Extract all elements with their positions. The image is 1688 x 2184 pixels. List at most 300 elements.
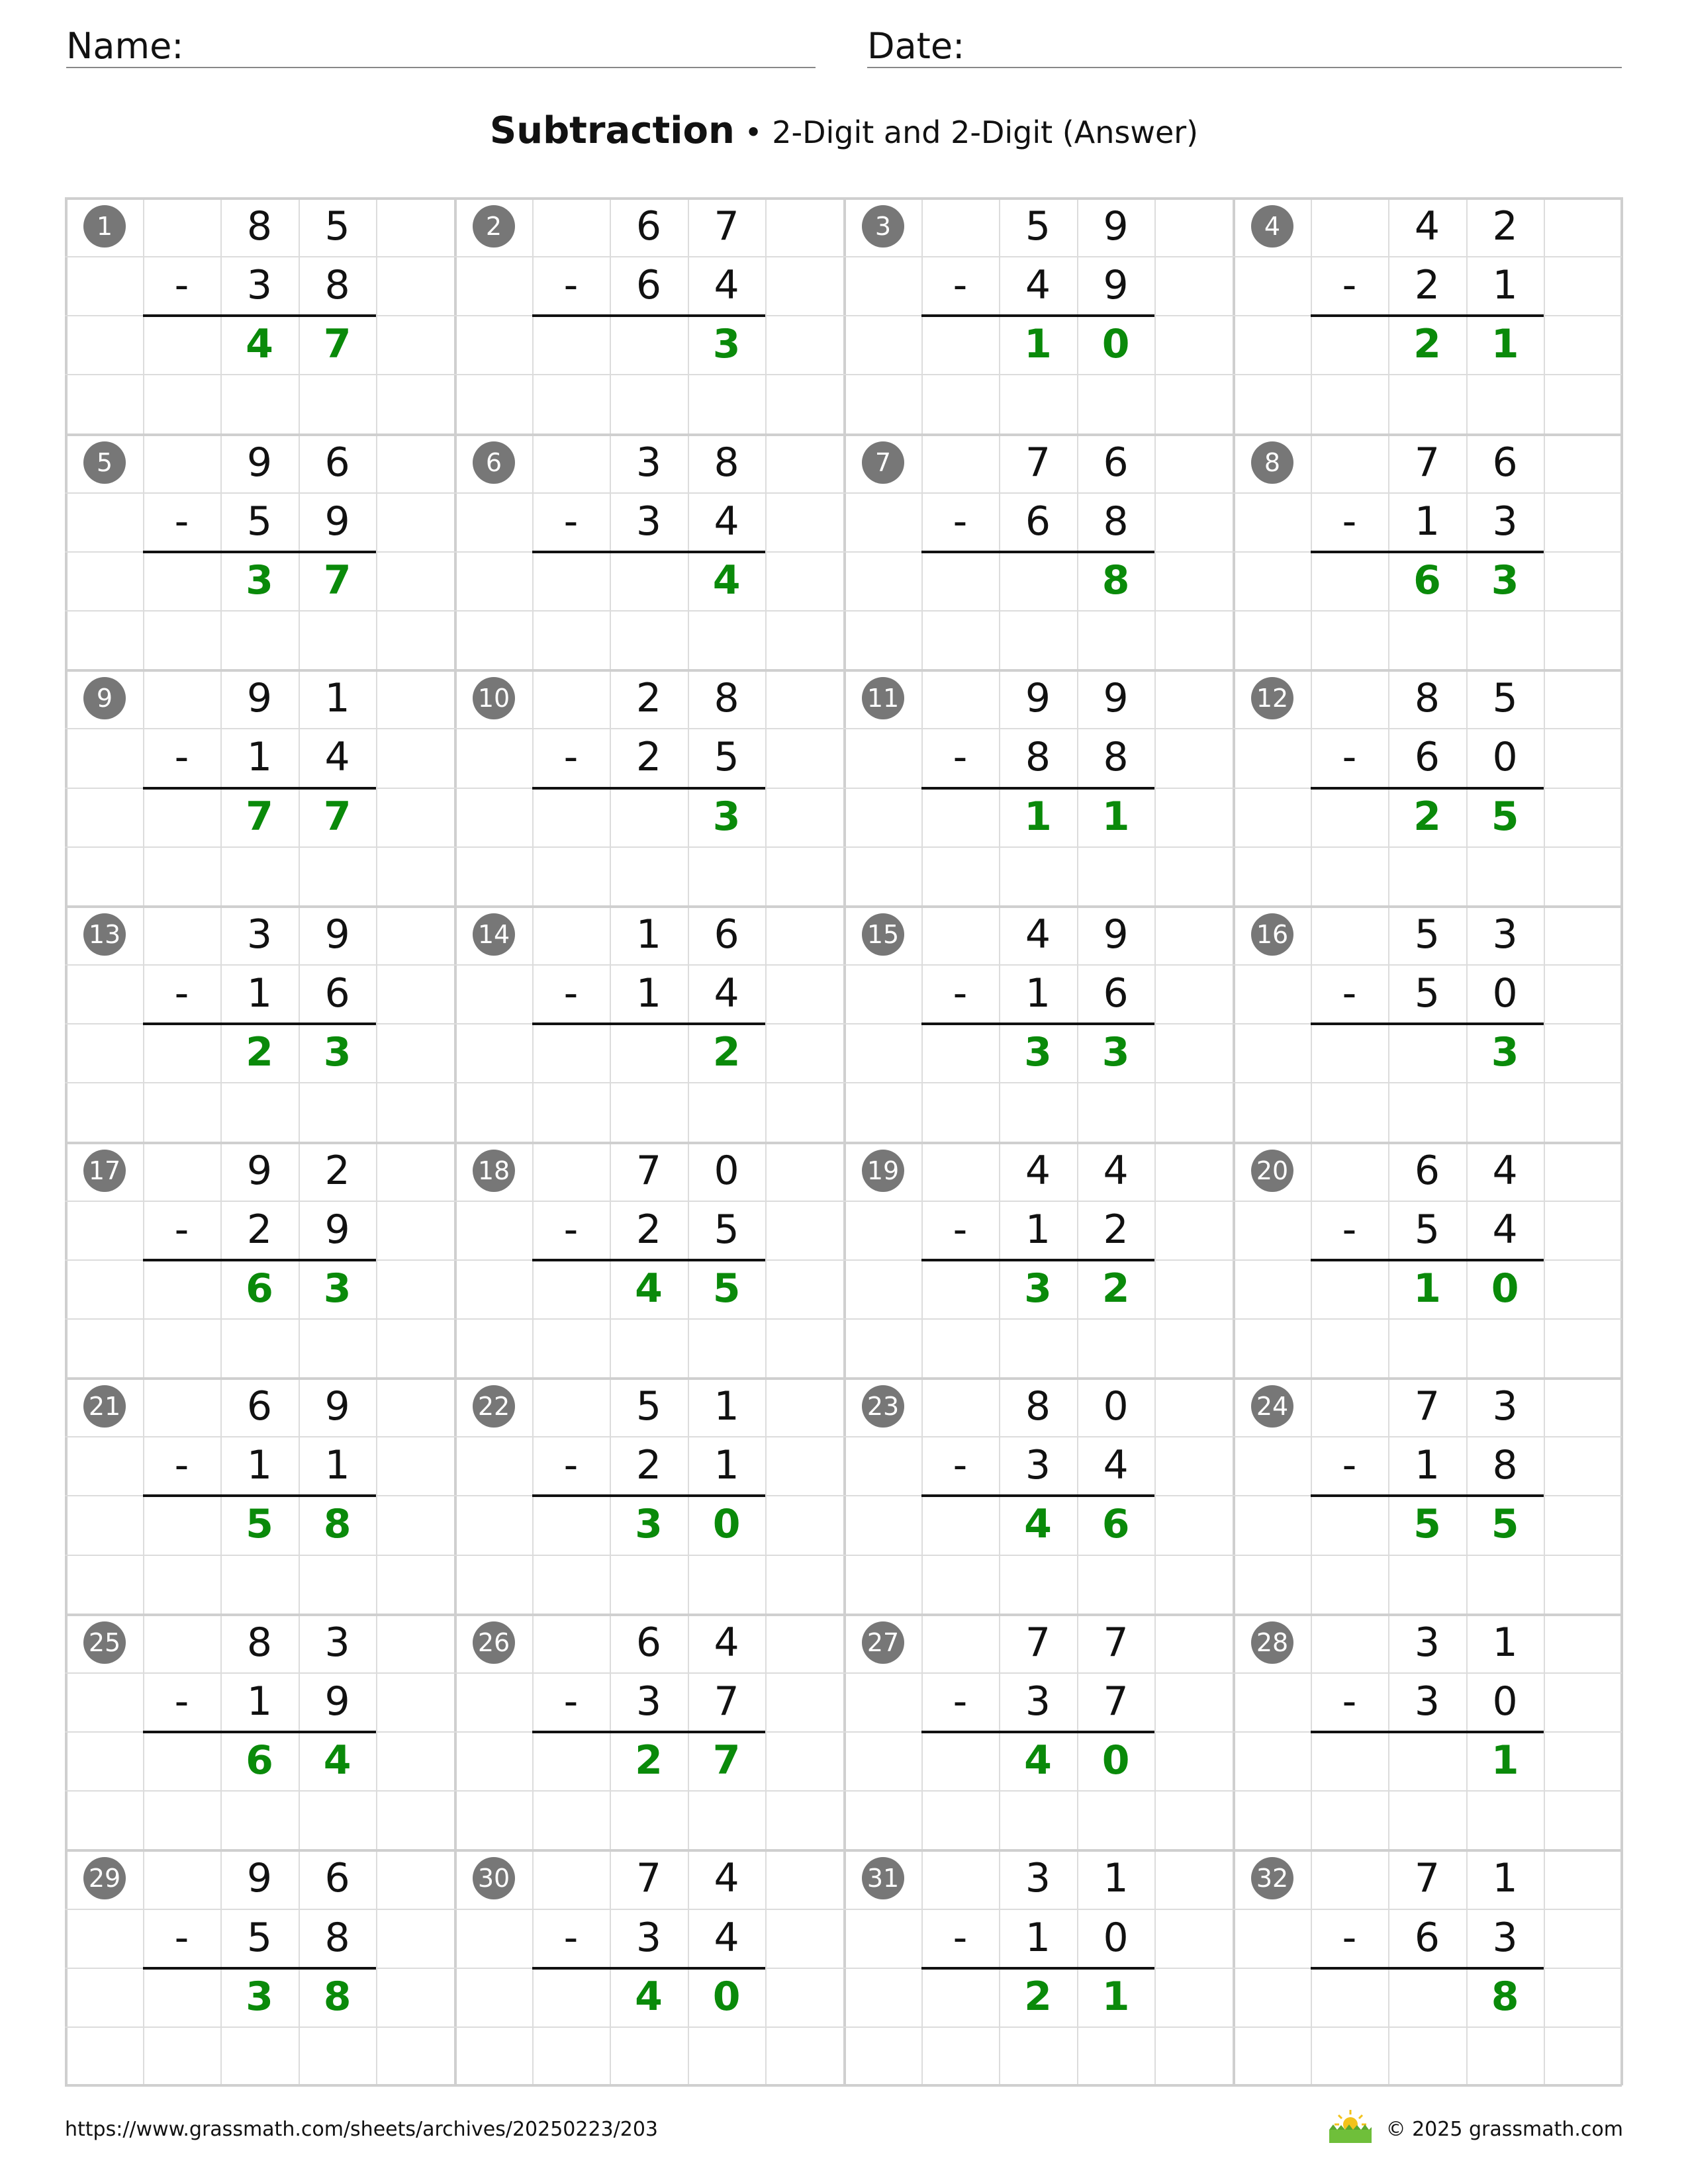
- subtrahend-ones-digit: 6: [324, 970, 350, 1017]
- answer-ones-digit: 8: [323, 1501, 352, 1548]
- problem-number-badge: 25: [83, 1621, 126, 1664]
- answer-tens-digit: 5: [246, 1501, 273, 1548]
- answer-ones-digit: 0: [1102, 321, 1130, 368]
- subtrahend-ones-digit: 9: [324, 1206, 350, 1253]
- subtrahend-tens-digit: 2: [635, 734, 662, 781]
- subtrahend-tens-digit: 1: [635, 970, 662, 1017]
- minuend-ones-digit: 9: [1103, 203, 1129, 250]
- subtrahend-tens-digit: 3: [635, 1914, 662, 1961]
- minuend-ones-digit: 0: [1103, 1383, 1129, 1430]
- answer-ones-digit: 0: [1102, 1737, 1130, 1784]
- minuend-ones-digit: 3: [1492, 911, 1518, 958]
- subtrahend-tens-digit: 1: [1025, 970, 1051, 1017]
- problem-number-badge: 12: [1251, 677, 1293, 719]
- answer-ones-digit: 1: [1491, 1737, 1519, 1784]
- title-sub: • 2-Digit and 2-Digit (Answer): [734, 114, 1199, 150]
- subtrahend-tens-digit: 2: [635, 1442, 662, 1489]
- subtrahend-ones-digit: 3: [1492, 498, 1518, 545]
- problem-number-badge: 30: [473, 1857, 515, 1899]
- minuend-ones-digit: 6: [1103, 439, 1129, 486]
- answer-ones-digit: 0: [712, 1501, 741, 1548]
- problem-number-badge: 16: [1251, 913, 1293, 956]
- minuend-ones-digit: 5: [324, 203, 350, 250]
- subtrahend-tens-digit: 1: [246, 1678, 273, 1725]
- minuend-ones-digit: 1: [714, 1383, 739, 1430]
- minus-sign: -: [1342, 734, 1357, 781]
- answer-tens-digit: [1388, 1023, 1466, 1082]
- problem-number-badge: 1: [83, 205, 126, 248]
- answer-tens-digit: 3: [1024, 1265, 1052, 1312]
- subtrahend-ones-digit: 8: [1103, 734, 1129, 781]
- minuend-tens-digit: 4: [1025, 1147, 1051, 1194]
- answer-tens-digit: 4: [1024, 1737, 1052, 1784]
- answer-rule: [532, 1967, 766, 1970]
- grid-hline: [65, 1082, 1622, 1083]
- minuend-ones-digit: 2: [324, 1147, 350, 1194]
- date-line[interactable]: [867, 67, 1622, 68]
- problem-number-badge: 6: [473, 441, 515, 484]
- problem-number-badge: 11: [862, 677, 904, 719]
- minus-sign: -: [563, 1442, 579, 1489]
- answer-tens-digit: 4: [635, 1973, 663, 2020]
- problem-number-badge: 4: [1251, 205, 1293, 248]
- minuend-tens-digit: 9: [246, 1147, 273, 1194]
- answer-tens-digit: 3: [635, 1501, 663, 1548]
- minus-sign: -: [953, 262, 968, 309]
- minuend-ones-digit: 8: [714, 439, 739, 486]
- answer-rule: [532, 551, 766, 553]
- answer-ones-digit: 1: [1102, 793, 1130, 840]
- problem-number-badge: 27: [862, 1621, 904, 1664]
- subtrahend-ones-digit: 8: [324, 1914, 350, 1961]
- subtrahend-ones-digit: 7: [1103, 1678, 1129, 1725]
- minuend-ones-digit: 3: [1492, 1383, 1518, 1430]
- answer-rule: [532, 1494, 766, 1497]
- answer-ones-digit: 6: [1102, 1501, 1130, 1548]
- answer-rule: [1311, 1494, 1544, 1497]
- problem-number-badge: 20: [1251, 1150, 1293, 1192]
- answer-tens-digit: 1: [1024, 793, 1052, 840]
- problem-number-badge: 5: [83, 441, 126, 484]
- answer-ones-digit: 7: [712, 1737, 741, 1784]
- answer-rule: [1311, 551, 1544, 553]
- minuend-ones-digit: 5: [1492, 675, 1518, 722]
- minuend-tens-digit: 5: [1025, 203, 1051, 250]
- subtrahend-ones-digit: 1: [1492, 262, 1518, 309]
- minuend-ones-digit: 1: [1492, 1855, 1518, 1902]
- answer-ones-digit: 2: [1102, 1265, 1130, 1312]
- minuend-tens-digit: 7: [1414, 1383, 1440, 1430]
- minuend-tens-digit: 8: [246, 1619, 273, 1666]
- answer-ones-digit: 0: [1491, 1265, 1519, 1312]
- answer-rule: [143, 787, 377, 790]
- minus-sign: -: [1342, 1206, 1357, 1253]
- answer-tens-digit: [610, 1023, 688, 1082]
- answer-ones-digit: 8: [323, 1973, 352, 2020]
- minus-sign: -: [953, 734, 968, 781]
- minus-sign: -: [174, 262, 189, 309]
- answer-ones-digit: 3: [323, 1029, 352, 1076]
- minus-sign: -: [1342, 498, 1357, 545]
- answer-ones-digit: 4: [323, 1737, 352, 1784]
- minuend-tens-digit: 4: [1025, 911, 1051, 958]
- answer-rule: [143, 551, 377, 553]
- answer-ones-digit: 3: [712, 321, 741, 368]
- subtrahend-ones-digit: 9: [324, 1678, 350, 1725]
- subtrahend-ones-digit: 8: [1492, 1442, 1518, 1489]
- answer-ones-digit: 1: [1102, 1973, 1130, 2020]
- answer-ones-digit: 4: [712, 557, 741, 604]
- subtrahend-tens-digit: 5: [246, 1914, 273, 1961]
- problem-number-badge: 32: [1251, 1857, 1293, 1899]
- minuend-tens-digit: 9: [246, 439, 273, 486]
- subtrahend-ones-digit: 0: [1103, 1914, 1129, 1961]
- subtrahend-ones-digit: 0: [1492, 970, 1518, 1017]
- problem-number-badge: 14: [473, 913, 515, 956]
- answer-tens-digit: [610, 788, 688, 846]
- subtrahend-tens-digit: 3: [635, 498, 662, 545]
- subtrahend-ones-digit: 5: [714, 1206, 739, 1253]
- answer-rule: [143, 314, 377, 317]
- answer-tens-digit: 2: [1024, 1973, 1052, 2020]
- problem-number-badge: 26: [473, 1621, 515, 1664]
- subtrahend-ones-digit: 2: [1103, 1206, 1129, 1253]
- minus-sign: -: [174, 734, 189, 781]
- answer-tens-digit: [1388, 1968, 1466, 2026]
- subtrahend-tens-digit: 1: [1414, 1442, 1440, 1489]
- minuend-ones-digit: 7: [1103, 1619, 1129, 1666]
- minuend-tens-digit: 7: [635, 1147, 662, 1194]
- problem-number-badge: 10: [473, 677, 515, 719]
- minus-sign: -: [563, 498, 579, 545]
- answer-rule: [1311, 1259, 1544, 1261]
- page-title: [0, 105, 1688, 166]
- answer-tens-digit: 2: [1413, 321, 1441, 368]
- minus-sign: -: [563, 970, 579, 1017]
- minuend-ones-digit: 9: [324, 1383, 350, 1430]
- minus-sign: -: [953, 1678, 968, 1725]
- grid-hline: [65, 1555, 1622, 1556]
- answer-rule: [1311, 314, 1544, 317]
- minuend-ones-digit: 8: [714, 675, 739, 722]
- subtrahend-ones-digit: 1: [714, 1442, 739, 1489]
- minuend-ones-digit: 9: [1103, 675, 1129, 722]
- minuend-ones-digit: 4: [714, 1619, 739, 1666]
- subtrahend-ones-digit: 4: [1492, 1206, 1518, 1253]
- minuend-ones-digit: 6: [324, 439, 350, 486]
- minuend-tens-digit: 2: [635, 675, 662, 722]
- subtrahend-tens-digit: 1: [246, 1442, 273, 1489]
- minuend-ones-digit: 4: [1492, 1147, 1518, 1194]
- minus-sign: -: [174, 1206, 189, 1253]
- minuend-tens-digit: 7: [635, 1855, 662, 1902]
- subtrahend-tens-digit: 6: [1414, 1914, 1440, 1961]
- answer-tens-digit: 7: [246, 793, 273, 840]
- answer-ones-digit: 1: [1491, 321, 1519, 368]
- minus-sign: -: [174, 1442, 189, 1489]
- subtrahend-tens-digit: 2: [635, 1206, 662, 1253]
- subtrahend-ones-digit: 4: [324, 734, 350, 781]
- answer-rule: [143, 1731, 377, 1733]
- footer-copyright: © 2025 grassmath.com: [1385, 2118, 1623, 2141]
- answer-tens-digit: 6: [1413, 557, 1441, 604]
- answer-ones-digit: 7: [323, 793, 352, 840]
- minuend-tens-digit: 9: [246, 1855, 273, 1902]
- answer-tens-digit: 2: [1413, 793, 1441, 840]
- answer-tens-digit: 3: [1024, 1029, 1052, 1076]
- minus-sign: -: [563, 262, 579, 309]
- minus-sign: -: [563, 734, 579, 781]
- subtrahend-ones-digit: 9: [1103, 262, 1129, 309]
- grid-hline: [65, 1790, 1622, 1792]
- minuend-tens-digit: 5: [1414, 911, 1440, 958]
- minuend-tens-digit: 7: [1414, 439, 1440, 486]
- subtrahend-ones-digit: 5: [714, 734, 739, 781]
- grid-hline: [65, 2026, 1622, 2028]
- answer-tens-digit: 3: [246, 1973, 273, 2020]
- minuend-tens-digit: 6: [635, 1619, 662, 1666]
- subtrahend-tens-digit: 1: [246, 734, 273, 781]
- answer-tens-digit: 4: [246, 321, 273, 368]
- minus-sign: -: [953, 498, 968, 545]
- problem-number-badge: 21: [83, 1385, 126, 1428]
- subtrahend-ones-digit: 1: [324, 1442, 350, 1489]
- problem-number-badge: 2: [473, 205, 515, 248]
- subtrahend-ones-digit: 4: [714, 1914, 739, 1961]
- minuend-ones-digit: 1: [1103, 1855, 1129, 1902]
- answer-rule: [921, 1967, 1155, 1970]
- answer-tens-digit: [610, 315, 688, 374]
- grass-sun-logo-icon: [1327, 2107, 1374, 2144]
- minuend-ones-digit: 6: [324, 1855, 350, 1902]
- minuend-tens-digit: 9: [246, 675, 273, 722]
- answer-rule: [143, 1967, 377, 1970]
- minuend-tens-digit: 1: [635, 911, 662, 958]
- subtrahend-tens-digit: 6: [1025, 498, 1051, 545]
- minus-sign: -: [1342, 970, 1357, 1017]
- answer-tens-digit: 2: [246, 1029, 273, 1076]
- subtrahend-tens-digit: 5: [1414, 1206, 1440, 1253]
- subtrahend-ones-digit: 4: [714, 970, 739, 1017]
- minuend-ones-digit: 1: [1492, 1619, 1518, 1666]
- minus-sign: -: [563, 1678, 579, 1725]
- subtrahend-tens-digit: 3: [635, 1678, 662, 1725]
- subtrahend-tens-digit: 1: [1025, 1206, 1051, 1253]
- answer-rule: [921, 1259, 1155, 1261]
- minuend-ones-digit: 9: [324, 911, 350, 958]
- answer-tens-digit: 4: [635, 1265, 663, 1312]
- subtrahend-ones-digit: 4: [714, 262, 739, 309]
- minuend-tens-digit: 4: [1414, 203, 1440, 250]
- problem-number-badge: 24: [1251, 1385, 1293, 1428]
- minus-sign: -: [953, 1914, 968, 1961]
- answer-rule: [921, 551, 1155, 553]
- answer-rule: [532, 1259, 766, 1261]
- minus-sign: -: [953, 1442, 968, 1489]
- minuend-ones-digit: 2: [1492, 203, 1518, 250]
- name-line[interactable]: [66, 67, 816, 68]
- subtrahend-tens-digit: 5: [1414, 970, 1440, 1017]
- subtrahend-tens-digit: 4: [1025, 262, 1051, 309]
- minuend-tens-digit: 8: [1414, 675, 1440, 722]
- answer-ones-digit: 3: [1491, 1029, 1519, 1076]
- answer-rule: [1311, 1967, 1544, 1970]
- subtrahend-ones-digit: 8: [1103, 498, 1129, 545]
- minuend-ones-digit: 7: [714, 203, 739, 250]
- problem-number-badge: 22: [473, 1385, 515, 1428]
- subtrahend-tens-digit: 3: [1025, 1442, 1051, 1489]
- problem-number-badge: 23: [862, 1385, 904, 1428]
- problem-number-badge: 29: [83, 1857, 126, 1899]
- answer-ones-digit: 3: [712, 793, 741, 840]
- answer-rule: [143, 1259, 377, 1261]
- minuend-tens-digit: 6: [1414, 1147, 1440, 1194]
- minus-sign: -: [563, 1206, 579, 1253]
- answer-rule: [143, 1494, 377, 1497]
- answer-rule: [921, 1494, 1155, 1497]
- problem-number-badge: 31: [862, 1857, 904, 1899]
- name-label: Name:: [66, 25, 184, 67]
- minus-sign: -: [1342, 1442, 1357, 1489]
- answer-tens-digit: 3: [246, 557, 273, 604]
- minuend-tens-digit: 8: [1025, 1383, 1051, 1430]
- subtrahend-ones-digit: 8: [324, 262, 350, 309]
- answer-tens-digit: 6: [246, 1737, 273, 1784]
- problem-number-badge: 7: [862, 441, 904, 484]
- subtrahend-tens-digit: 3: [1414, 1678, 1440, 1725]
- minus-sign: -: [1342, 1914, 1357, 1961]
- subtrahend-tens-digit: 1: [1025, 1914, 1051, 1961]
- minuend-tens-digit: 7: [1025, 439, 1051, 486]
- answer-ones-digit: 8: [1491, 1973, 1519, 2020]
- problem-number-badge: 9: [83, 677, 126, 719]
- subtrahend-ones-digit: 3: [1492, 1914, 1518, 1961]
- problem-number-badge: 19: [862, 1150, 904, 1192]
- answer-ones-digit: 0: [712, 1973, 741, 2020]
- minuend-ones-digit: 3: [324, 1619, 350, 1666]
- minuend-ones-digit: 4: [714, 1855, 739, 1902]
- grid-hline: [65, 610, 1622, 612]
- minuend-tens-digit: 3: [246, 911, 273, 958]
- answer-rule: [1311, 1731, 1544, 1733]
- grid-hline: [65, 846, 1622, 848]
- minus-sign: -: [1342, 262, 1357, 309]
- answer-ones-digit: 3: [1491, 557, 1519, 604]
- subtrahend-ones-digit: 0: [1492, 734, 1518, 781]
- answer-rule: [532, 1023, 766, 1025]
- minuend-ones-digit: 9: [1103, 911, 1129, 958]
- minuend-ones-digit: 6: [1492, 439, 1518, 486]
- minuend-ones-digit: 6: [714, 911, 739, 958]
- grid-hline: [65, 1318, 1622, 1320]
- minuend-tens-digit: 3: [1414, 1619, 1440, 1666]
- subtrahend-tens-digit: 5: [246, 498, 273, 545]
- subtrahend-ones-digit: 4: [1103, 1442, 1129, 1489]
- answer-tens-digit: [610, 551, 688, 610]
- problem-number-badge: 3: [862, 205, 904, 248]
- minuend-tens-digit: 8: [246, 203, 273, 250]
- answer-ones-digit: 3: [323, 1265, 352, 1312]
- answer-rule: [1311, 1023, 1544, 1025]
- minuend-ones-digit: 4: [1103, 1147, 1129, 1194]
- answer-tens-digit: 1: [1413, 1265, 1441, 1312]
- subtrahend-ones-digit: 0: [1492, 1678, 1518, 1725]
- minus-sign: -: [563, 1914, 579, 1961]
- answer-ones-digit: 7: [323, 321, 352, 368]
- minuend-ones-digit: 1: [324, 675, 350, 722]
- answer-rule: [921, 1023, 1155, 1025]
- minuend-tens-digit: 6: [635, 203, 662, 250]
- minus-sign: -: [174, 970, 189, 1017]
- subtrahend-tens-digit: 8: [1025, 734, 1051, 781]
- subtrahend-tens-digit: 1: [246, 970, 273, 1017]
- minus-sign: -: [953, 970, 968, 1017]
- answer-rule: [921, 314, 1155, 317]
- subtrahend-ones-digit: 9: [324, 498, 350, 545]
- subtrahend-ones-digit: 6: [1103, 970, 1129, 1017]
- answer-ones-digit: 5: [1491, 793, 1519, 840]
- answer-tens-digit: [999, 551, 1077, 610]
- minuend-tens-digit: 3: [635, 439, 662, 486]
- subtrahend-ones-digit: 7: [714, 1678, 739, 1725]
- minus-sign: -: [174, 1914, 189, 1961]
- answer-rule: [143, 1023, 377, 1025]
- subtrahend-tens-digit: 1: [1414, 498, 1440, 545]
- subtrahend-tens-digit: 2: [1414, 262, 1440, 309]
- minuend-ones-digit: 0: [714, 1147, 739, 1194]
- grid-hline: [65, 374, 1622, 375]
- subtrahend-tens-digit: 2: [246, 1206, 273, 1253]
- problem-number-badge: 17: [83, 1150, 126, 1192]
- minus-sign: -: [174, 498, 189, 545]
- minuend-tens-digit: 3: [1025, 1855, 1051, 1902]
- footer-url: https://www.grassmath.com/sheets/archives/20250223/203: [65, 2118, 659, 2141]
- answer-ones-digit: 8: [1102, 557, 1130, 604]
- minuend-tens-digit: 6: [246, 1383, 273, 1430]
- problem-number-badge: 15: [862, 913, 904, 956]
- answer-rule: [532, 787, 766, 790]
- minus-sign: -: [1342, 1678, 1357, 1725]
- problem-number-badge: 8: [1251, 441, 1293, 484]
- answer-rule: [921, 1731, 1155, 1733]
- minus-sign: -: [953, 1206, 968, 1253]
- answer-ones-digit: 2: [712, 1029, 741, 1076]
- problem-number-badge: 13: [83, 913, 126, 956]
- answer-tens-digit: 4: [1024, 1501, 1052, 1548]
- title-main: Subtraction: [489, 109, 735, 152]
- subtrahend-tens-digit: 3: [246, 262, 273, 309]
- answer-ones-digit: 3: [1102, 1029, 1130, 1076]
- problem-number-badge: 28: [1251, 1621, 1293, 1664]
- grid-hline: [65, 2084, 1622, 2087]
- answer-tens-digit: 1: [1024, 321, 1052, 368]
- minuend-tens-digit: 7: [1414, 1855, 1440, 1902]
- answer-rule: [1311, 787, 1544, 790]
- answer-ones-digit: 5: [1491, 1501, 1519, 1548]
- answer-rule: [532, 314, 766, 317]
- answer-rule: [921, 787, 1155, 790]
- subtrahend-tens-digit: 6: [1414, 734, 1440, 781]
- problem-number-badge: 18: [473, 1150, 515, 1192]
- answer-tens-digit: 2: [635, 1737, 663, 1784]
- subtrahend-tens-digit: 3: [1025, 1678, 1051, 1725]
- date-label: Date:: [867, 25, 965, 67]
- subtrahend-ones-digit: 4: [714, 498, 739, 545]
- answer-tens-digit: [1388, 1731, 1466, 1790]
- answer-ones-digit: 7: [323, 557, 352, 604]
- minus-sign: -: [174, 1678, 189, 1725]
- minuend-tens-digit: 7: [1025, 1619, 1051, 1666]
